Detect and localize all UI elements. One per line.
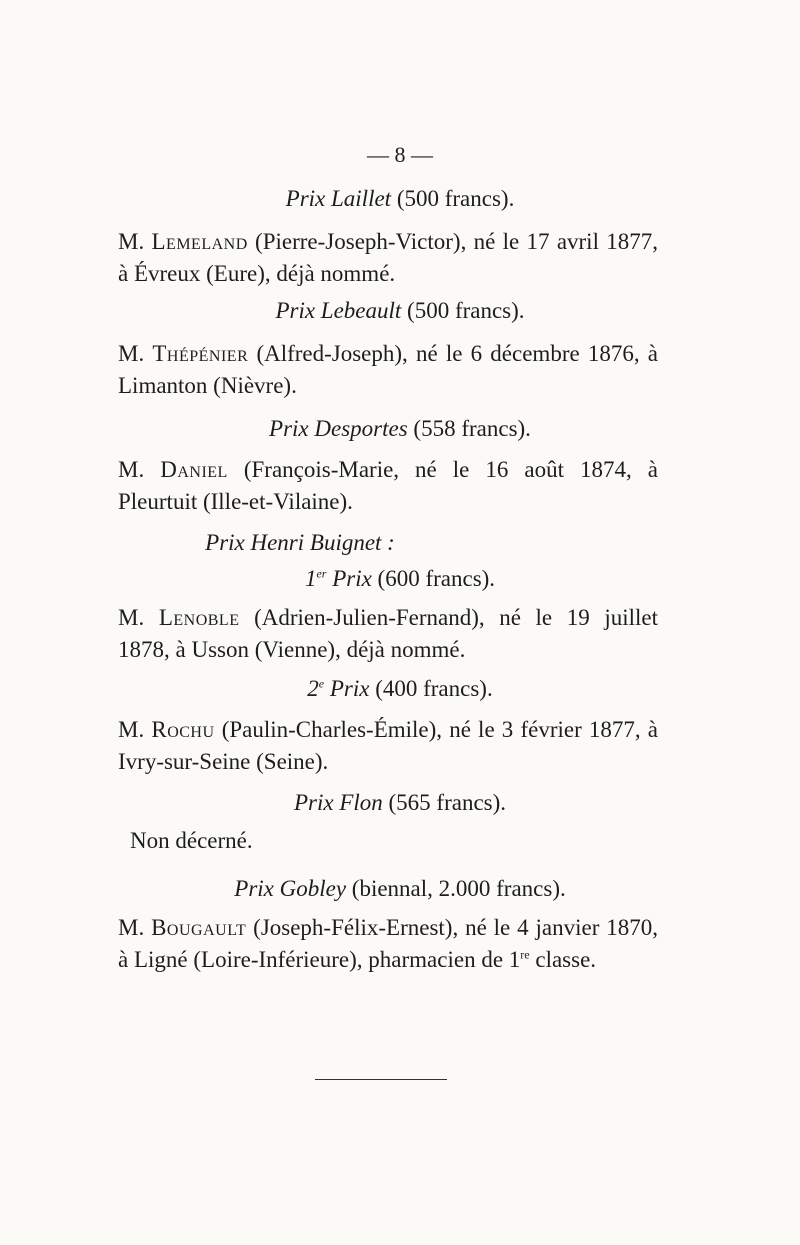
prize-name: Prix Desportes	[269, 416, 408, 441]
prize-heading-buignet	[0, 530, 700, 556]
laureate-entry-bougault: M. Bougault (Joseph-Félix-Ernest), né le 4 janvier 1870, à Ligné (Loire-Inférieure), pharmacien de 1re classe.	[118, 915, 658, 972]
prize-name: Prix Gobley	[234, 876, 347, 901]
prize-amount: (500 francs).	[407, 298, 525, 323]
prize-amount: (500 francs).	[396, 186, 515, 211]
prize-heading-flon	[0, 790, 800, 816]
prize-name: Prix Flon	[293, 790, 383, 815]
prize-name: Prix Henri Buignet :	[205, 530, 395, 555]
prize-name: Prix Laillet	[285, 186, 392, 211]
sub-prize-heading-first: 1er Prix (600 francs).	[304, 566, 496, 591]
prize-amount: (558 francs).	[413, 416, 531, 441]
prize-heading-desportes	[0, 416, 800, 442]
prize-heading-laillet	[0, 186, 800, 212]
laureate-name: Daniel	[160, 457, 228, 482]
laureate-name: Lenoble	[158, 605, 240, 630]
laureate-name: Lemeland	[151, 229, 248, 254]
prize-amount: (biennal, 2.000 francs).	[351, 876, 566, 901]
laureate-name: Thépénier	[152, 341, 249, 366]
laureate-entry-daniel: M. Daniel (François-Marie, né le 16 août 1874, à Pleurtuit (Ille-et-Vilaine).	[118, 457, 658, 514]
closing-rule	[315, 1079, 447, 1080]
laureate-name: Bougault	[151, 915, 247, 940]
prize-amount: (565 francs).	[388, 790, 507, 815]
not-awarded-note: Non décerné.	[130, 828, 253, 853]
laureate-entry-lemeland: M. Lemeland (Pierre-Joseph-Victor), né le 17 avril 1877, à Évreux (Eure), déjà nommé.	[118, 229, 659, 286]
prize-name: Prix Lebeault	[275, 298, 402, 323]
prize-heading-lebeault	[0, 298, 800, 324]
prize-amount: (600 francs).	[377, 566, 496, 591]
laureate-entry-lenoble: M. Lenoble (Adrien-Julien-Fernand), né le 19 juillet 1878, à Usson (Vienne), déjà nommé.	[118, 605, 659, 662]
page-number: — 8 —	[367, 142, 433, 167]
prize-heading-gobley	[0, 876, 800, 902]
sub-prize-heading-second: 2e Prix (400 francs).	[307, 676, 493, 701]
laureate-entry-thepenier: M. Thépénier (Alfred-Joseph), né le 6 décembre 1876, à Limanton (Nièvre).	[118, 341, 658, 398]
prize-amount: (400 francs).	[375, 676, 493, 701]
laureate-entry-rochu: M. Rochu (Paulin-Charles-Émile), né le 3 février 1877, à Ivry-sur-Seine (Seine).	[118, 717, 659, 774]
laureate-name: Rochu	[151, 717, 215, 742]
